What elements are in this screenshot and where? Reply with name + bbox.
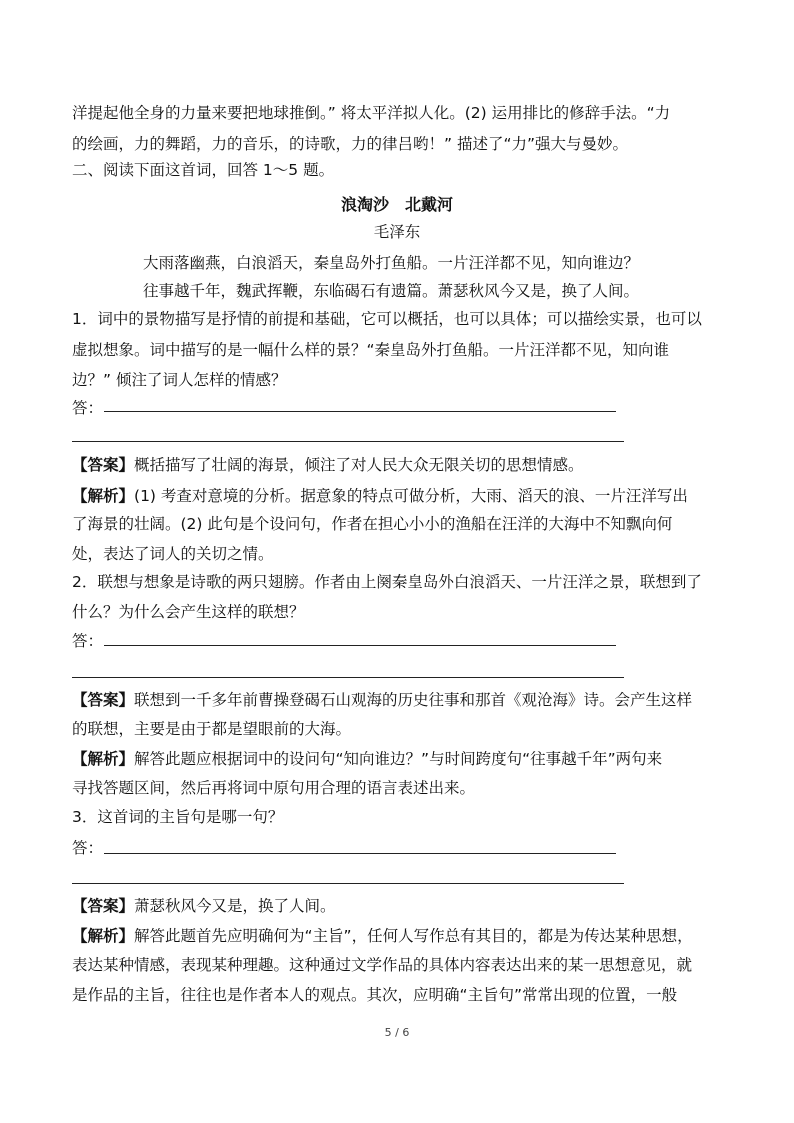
answer-tag: 【答案】 — [72, 691, 135, 709]
q2-answer-prefix: 答： — [72, 632, 104, 650]
poem-author: 毛泽东 — [373, 223, 421, 241]
analysis-tag: 【解析】 — [72, 750, 135, 768]
q2-answer-text-1: 联想到一千多年前曹操登碣石山观海的历史往事和那首《观沧海》诗。会产生这样 — [134, 691, 693, 709]
q3-answer-text: 萧瑟秋风今又是，换了人间。 — [134, 897, 336, 915]
q1-analysis-3: 处，表达了词人的关切之情。 — [72, 545, 274, 563]
q2-analysis-2: 寻找答题区间，然后再将词中原句用合理的语言表述出来。 — [72, 779, 476, 797]
q1-analysis-2: 了海景的壮阔。(2) 此句是个设问句，作者在担心小小的渔船在汪洋的大海中不知飘向何 — [72, 515, 673, 533]
q1-line-2: 虚拟想象。词中描写的是一幅什么样的景？“秦皇岛外打鱼船。一片汪洋都不见，知向谁 — [72, 341, 670, 359]
q2-answer-2: 的联想，主要是由于都是望眼前的大海。 — [72, 720, 352, 738]
q2-line-2: 什么？为什么会产生这样的联想？ — [72, 603, 305, 621]
intro-line-2: 的绘画，力的舞蹈，力的音乐，的诗歌，力的律吕哟！” 描述了“力”强大与曼妙。 — [72, 135, 629, 153]
q2-answer-1 — [72, 690, 692, 710]
q3-analysis-1 — [72, 926, 693, 946]
q3-answer-blank-2[interactable] — [72, 883, 624, 884]
poem-line-2: 往事越千年，魏武挥鞭，东临碣石有遗篇。萧瑟秋风今又是，换了人间。 — [143, 282, 640, 300]
q1-answer — [72, 455, 584, 475]
q1-answer-text: 概括描写了壮阔的海景，倾注了对人民大众无限关切的思想情感。 — [134, 456, 584, 474]
q3-answer-blank-1[interactable] — [104, 853, 616, 854]
page-number: 5 / 6 — [384, 1026, 410, 1039]
q1-line-1: 1．词中的景物描写是抒情的前提和基础，它可以概括，也可以具体；可以描绘实景，也可以 — [72, 310, 702, 328]
q3-answer-prefix: 答： — [72, 839, 104, 857]
q2-analysis-1 — [72, 749, 662, 769]
q3-answer — [72, 896, 336, 916]
q2-analysis-text-1: 解答此题应根据词中的设问句“知向谁边？”与时间跨度句“往事越千年”两句来 — [134, 750, 663, 768]
poem-line-1: 大雨落幽燕，白浪滔天，秦皇岛外打鱼船。一片汪洋都不见，知向谁边？ — [143, 254, 640, 272]
analysis-tag: 【解析】 — [72, 487, 135, 505]
q3-line-1: 3．这首词的主旨句是哪一句？ — [72, 808, 284, 826]
q3-analysis-text-1: 解答此题首先应明确何为“主旨”，任何人写作总有其目的，都是为传达某种思想， — [134, 927, 693, 945]
q1-answer-prefix: 答： — [72, 399, 104, 417]
section-heading: 二、阅读下面这首词，回答 1～5 题。 — [72, 161, 335, 179]
q1-answer-blank-2[interactable] — [72, 441, 624, 442]
poem-title: 浪淘沙 北戴河 — [340, 195, 453, 214]
answer-tag: 【答案】 — [72, 897, 135, 915]
q2-answer-blank-2[interactable] — [72, 677, 624, 678]
analysis-tag: 【解析】 — [72, 927, 135, 945]
q2-answer-blank-1[interactable] — [104, 645, 616, 646]
intro-line-1: 洋提起他全身的力量来要把地球推倒。” 将太平洋拟人化。(2) 运用排比的修辞手法。“力 — [72, 104, 671, 122]
q1-analysis-1 — [72, 486, 688, 506]
q1-analysis-text-1: (1) 考查对意境的分析。据意象的特点可做分析，大雨、滔天的浪、一片汪洋写出 — [134, 487, 688, 505]
q3-analysis-3: 是作品的主旨，往往也是作者本人的观点。其次，应明确“主旨句”常常出现的位置，一般 — [72, 986, 678, 1004]
answer-tag: 【答案】 — [72, 456, 135, 474]
q3-analysis-2: 表达某种情感，表现某种理趣。这种通过文学作品的具体内容表达出来的某一思想意见，就 — [72, 956, 693, 974]
q1-line-3: 边？” 倾注了词人怎样的情感？ — [72, 371, 287, 389]
q1-answer-blank-1[interactable] — [104, 411, 616, 412]
q2-line-1: 2．联想与想象是诗歌的两只翅膀。作者由上阕秦皇岛外白浪滔天、一片汪洋之景，联想到了 — [72, 573, 702, 591]
